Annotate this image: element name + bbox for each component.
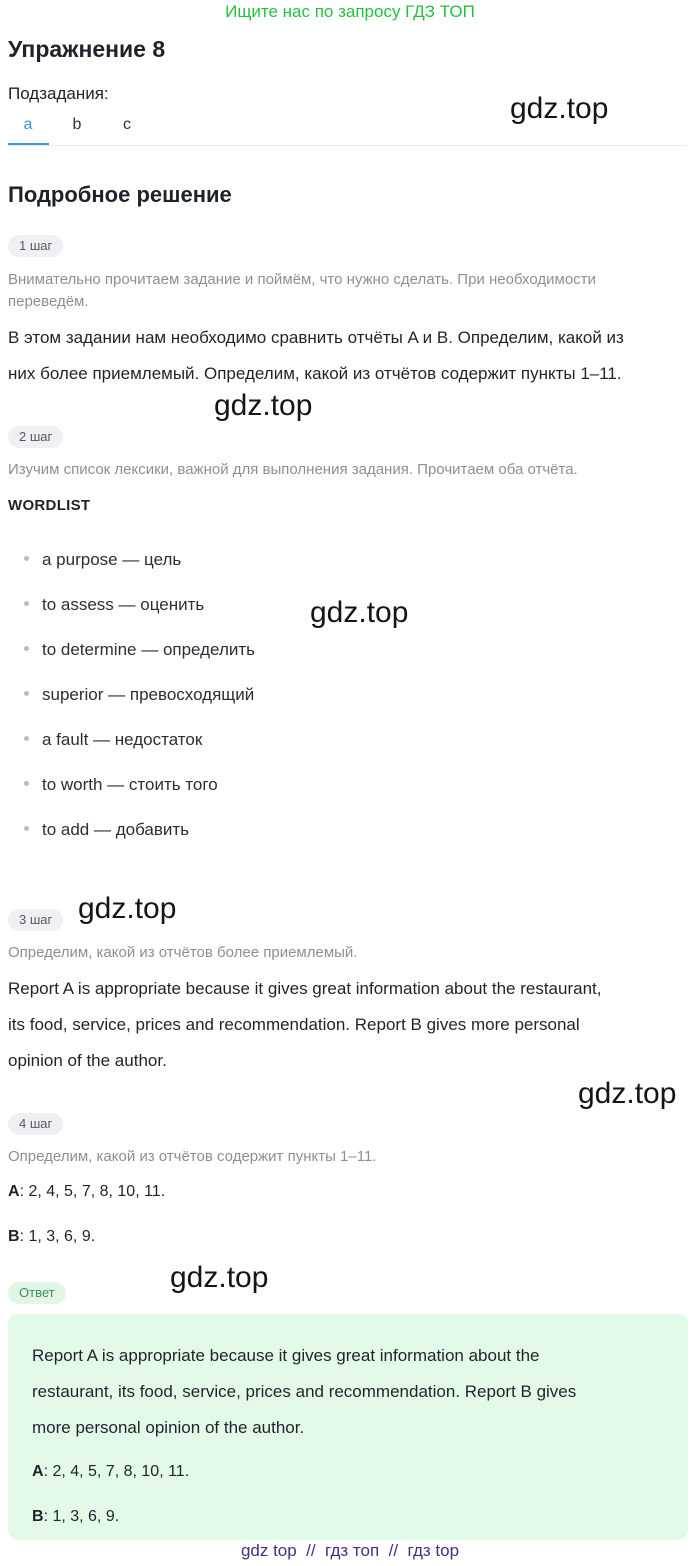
wordlist-item	[24, 685, 254, 705]
result-b-value: : 1, 3, 6, 9.	[19, 1228, 96, 1245]
watermark: gdz.top	[578, 1077, 677, 1110]
search-banner[interactable]: Ищите нас по запросу ГДЗ ТОП	[225, 2, 475, 21]
step-4-badge: 4 шаг	[8, 1113, 63, 1135]
answer-result-b	[32, 1508, 119, 1526]
step-2-badge: 2 шаг	[8, 426, 63, 448]
answer-b-label: B	[32, 1508, 44, 1525]
wordlist-item-text: to determine — определить	[42, 640, 256, 659]
bullet-icon	[24, 601, 29, 606]
wordlist-item-text: a fault — недостаток	[42, 730, 203, 749]
bullet-icon	[24, 781, 29, 786]
step-3-text-line-1: Report A is appropriate because it gives great information about the restaurant,	[8, 979, 602, 998]
answer-text-line-3: more personal opinion of the author.	[32, 1418, 305, 1437]
solution-title: Подробное решение	[8, 182, 232, 207]
step-4-result-a	[8, 1183, 165, 1201]
wordlist-item	[24, 730, 202, 750]
answer-b-value: : 1, 3, 6, 9.	[43, 1508, 120, 1525]
step-1-badge: 1 шаг	[8, 235, 63, 257]
bullet-icon	[24, 646, 29, 651]
step-1-text-line-2: них более приемлемый. Определим, какой из отчётов содержит пункты 1–11.	[8, 364, 622, 383]
subtasks-label: Подзадания:	[8, 84, 109, 103]
answer-text-line-1: Report A is appropriate because it gives great information about the	[32, 1346, 540, 1365]
result-a-label: A	[8, 1183, 20, 1200]
step-2-hint: Изучим список лексики, важной для выполнения задания. Прочитаем оба отчёта.	[8, 461, 578, 478]
wordlist-item	[24, 640, 255, 660]
wordlist-item	[24, 775, 218, 795]
bullet-icon	[24, 826, 29, 831]
wordlist-item	[24, 550, 181, 570]
watermark: gdz.top	[170, 1261, 269, 1294]
footer-links[interactable]: gdz top // гдз топ // гдз top	[240, 1541, 460, 1560]
bullet-icon	[24, 736, 29, 741]
answer-badge: Ответ	[8, 1282, 66, 1304]
wordlist-item-text: superior — превосходящий	[42, 685, 255, 704]
wordlist-item	[24, 820, 189, 840]
wordlist-item-text: a purpose — цель	[42, 550, 182, 569]
step-4-result-b	[8, 1228, 95, 1246]
bullet-icon	[24, 691, 29, 696]
answer-a-value: : 2, 4, 5, 7, 8, 10, 11.	[43, 1463, 190, 1480]
answer-a-label: A	[32, 1463, 44, 1480]
tab-c[interactable]: c	[123, 116, 131, 133]
step-1-hint: Внимательно прочитаем задание и поймём, что нужно сделать. При необходимости переведём.	[8, 271, 596, 310]
wordlist-title: WORDLIST	[8, 497, 91, 514]
watermark: gdz.top	[214, 389, 313, 422]
step-3-badge: 3 шаг	[8, 909, 63, 931]
tab-b[interactable]: b	[72, 116, 82, 133]
step-3-text-line-2: its food, service, prices and recommendation. Report B gives more personal	[8, 1015, 580, 1034]
tab-a[interactable]: a	[23, 116, 33, 133]
result-b-label: B	[8, 1228, 20, 1245]
wordlist-item	[24, 595, 204, 615]
wordlist-item-text: to assess — оценить	[42, 595, 205, 614]
watermark: gdz.top	[78, 892, 177, 925]
tabs-divider	[8, 145, 687, 146]
step-3-hint: Определим, какой из отчётов более приемлемый.	[8, 944, 358, 961]
wordlist-item-text: to worth — стоить того	[42, 775, 218, 794]
wordlist-item-text: to add — добавить	[42, 820, 190, 839]
result-a-value: : 2, 4, 5, 7, 8, 10, 11.	[19, 1183, 166, 1200]
watermark: gdz.top	[510, 92, 609, 125]
step-4-hint: Определим, какой из отчётов содержит пункты 1–11.	[8, 1148, 377, 1165]
watermark: gdz.top	[310, 596, 409, 629]
answer-text-line-2: restaurant, its food, service, prices and recommendation. Report B gives	[32, 1382, 577, 1401]
bullet-icon	[24, 556, 29, 561]
exercise-title: Упражнение 8	[8, 36, 166, 62]
step-3-text-line-3: opinion of the author.	[8, 1051, 167, 1070]
step-1-text-line-1: В этом задании нам необходимо сравнить отчёты A и B. Определим, какой из	[8, 328, 624, 347]
answer-result-a	[32, 1463, 189, 1481]
